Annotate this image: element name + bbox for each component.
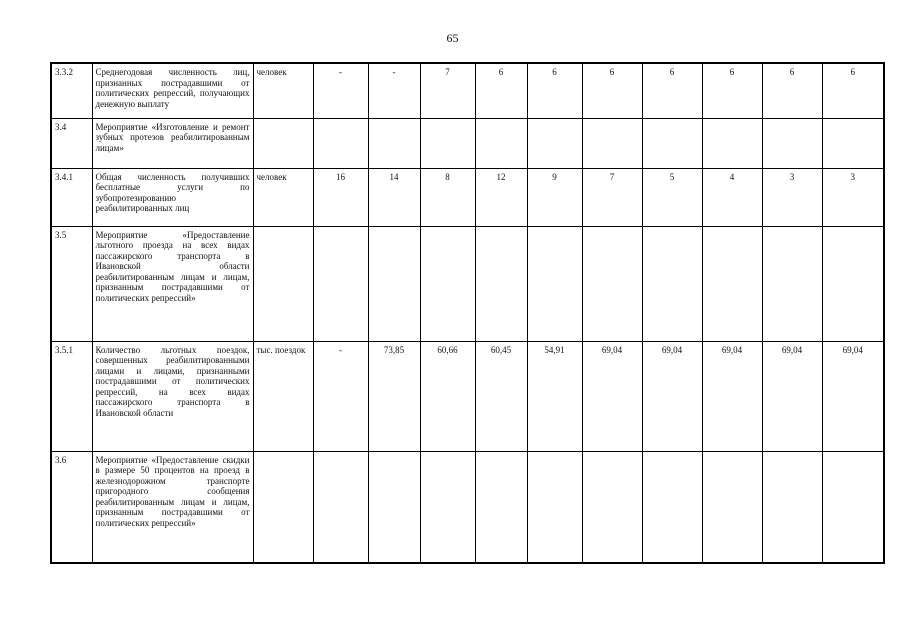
row-unit xyxy=(253,118,313,168)
row-value: 12 xyxy=(475,168,527,226)
row-value xyxy=(313,226,368,341)
row-value: 6 xyxy=(475,63,527,118)
row-code: 3.5 xyxy=(51,226,92,341)
row-value xyxy=(475,118,527,168)
row-value: 16 xyxy=(313,168,368,226)
row-name: Общая численность получивших бесплатные услуги по зубопротезированию реабилитированных лиц xyxy=(92,168,253,226)
row-value: 54,91 xyxy=(527,341,582,451)
row-value xyxy=(822,118,884,168)
row-name: Количество льготных поездок, совершенных реабилитированными лицами и лицами, признанными пострадавшими от политических репрессий, на всех видах пассажирского транспорта в Ивановской области xyxy=(92,341,253,451)
row-value xyxy=(702,118,762,168)
row-name: Мероприятие «Изготовление и ремонт зубных протезов реабилитированным лицам» xyxy=(92,118,253,168)
row-value: 3 xyxy=(762,168,822,226)
row-value: 69,04 xyxy=(822,341,884,451)
row-value: 60,66 xyxy=(420,341,475,451)
row-value xyxy=(642,451,702,563)
row-value xyxy=(420,451,475,563)
row-code: 3.3.2 xyxy=(51,63,92,118)
row-value: - xyxy=(368,63,420,118)
row-value: - xyxy=(313,63,368,118)
row-value: 69,04 xyxy=(582,341,642,451)
row-value: 14 xyxy=(368,168,420,226)
table-row xyxy=(51,341,884,451)
row-value: 7 xyxy=(420,63,475,118)
table-row xyxy=(51,118,884,168)
row-value: 5 xyxy=(642,168,702,226)
page-number: 65 xyxy=(446,31,459,45)
row-code: 3.5.1 xyxy=(51,341,92,451)
row-code: 3.4.1 xyxy=(51,168,92,226)
row-value: 9 xyxy=(527,168,582,226)
row-value xyxy=(368,118,420,168)
row-value: 69,04 xyxy=(702,341,762,451)
row-value xyxy=(762,451,822,563)
row-value: 7 xyxy=(582,168,642,226)
row-unit xyxy=(253,226,313,341)
row-value: 69,04 xyxy=(762,341,822,451)
row-value xyxy=(582,451,642,563)
row-value: 6 xyxy=(702,63,762,118)
row-value xyxy=(527,226,582,341)
table-row xyxy=(51,226,884,341)
row-value xyxy=(475,451,527,563)
row-name: Мероприятие «Предоставление скидки в размере 50 процентов на проезд в железнодорожном транспорте пригородного сообщения реабилитированным лицам и лицам, признанным пострадавшими от политических репрессий» xyxy=(92,451,253,563)
row-value: 6 xyxy=(762,63,822,118)
row-value: - xyxy=(313,341,368,451)
row-value xyxy=(420,118,475,168)
row-value xyxy=(368,226,420,341)
indicators-table xyxy=(50,62,885,564)
row-value xyxy=(313,451,368,563)
row-value: 6 xyxy=(822,63,884,118)
row-value xyxy=(313,118,368,168)
row-value xyxy=(762,118,822,168)
row-value: 6 xyxy=(582,63,642,118)
row-name: Среднегодовая численность лиц, признанных пострадавшими от политических репрессий, получающих денежную выплату xyxy=(92,63,253,118)
row-value xyxy=(527,451,582,563)
row-value xyxy=(642,226,702,341)
row-value xyxy=(702,451,762,563)
row-code: 3.4 xyxy=(51,118,92,168)
row-value: 8 xyxy=(420,168,475,226)
row-value xyxy=(822,226,884,341)
row-value xyxy=(762,226,822,341)
row-value: 4 xyxy=(702,168,762,226)
row-value xyxy=(420,226,475,341)
row-value: 69,04 xyxy=(642,341,702,451)
row-value xyxy=(582,118,642,168)
table-row xyxy=(51,168,884,226)
row-value xyxy=(368,451,420,563)
row-unit: человек xyxy=(253,168,313,226)
row-unit: человек xyxy=(253,63,313,118)
row-value xyxy=(475,226,527,341)
row-value xyxy=(642,118,702,168)
row-value: 73,85 xyxy=(368,341,420,451)
row-value: 6 xyxy=(642,63,702,118)
row-code: 3.6 xyxy=(51,451,92,563)
row-value xyxy=(582,226,642,341)
row-value xyxy=(702,226,762,341)
row-value xyxy=(822,451,884,563)
row-value: 3 xyxy=(822,168,884,226)
table-row xyxy=(51,63,884,118)
row-value: 6 xyxy=(527,63,582,118)
row-name: Мероприятие «Предоставление льготного проезда на всех видах пассажирского транспорта в Ивановской области реабилитированным лицам и лицам, признанным пострадавшими от политических репрессий» xyxy=(92,226,253,341)
row-unit xyxy=(253,451,313,563)
row-unit: тыс. поездок xyxy=(253,341,313,451)
row-value: 60,45 xyxy=(475,341,527,451)
table-row xyxy=(51,451,884,563)
row-value xyxy=(527,118,582,168)
